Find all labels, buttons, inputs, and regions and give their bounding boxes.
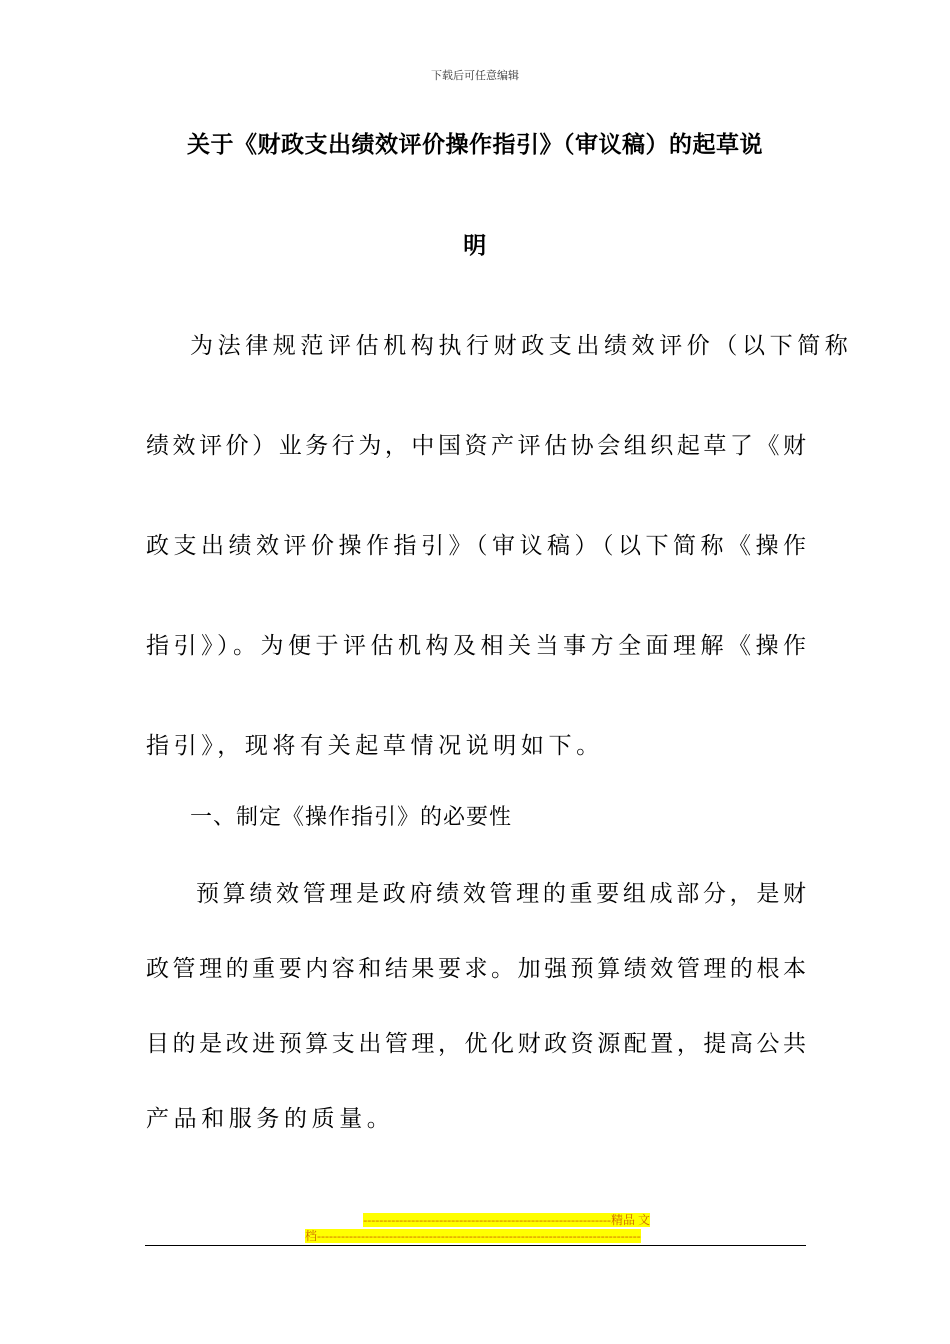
paragraph1-line4: 指引》）。为便于评估机构及相关当事方全面理解《操作 xyxy=(146,633,806,659)
footer-line1 xyxy=(305,1212,650,1228)
paragraph1-line2: 绩效评价）业务行为，中国资产评估协会组织起草了《财 xyxy=(146,433,806,459)
document-title-line1: 关于《财政支出绩效评价操作指引》（审议稿）的起草说 xyxy=(187,132,763,158)
footer-line2-dashes: --------------------------------------------------------------------------------- xyxy=(317,1229,641,1243)
footer-line2 xyxy=(305,1228,650,1244)
header-note: 下载后可任意编辑 xyxy=(431,69,519,82)
footer-line1-text: 精品 文 xyxy=(610,1213,650,1227)
paragraph2-line2: 政管理的重要内容和结果要求。加强预算绩效管理的根本 xyxy=(146,956,806,982)
footer-line1-dashes: -------------------------------------------------------------- xyxy=(363,1213,611,1227)
bottom-rule xyxy=(145,1245,806,1246)
footer-watermark xyxy=(305,1212,650,1244)
paragraph1-line5: 指引》，现将有关起草情况说明如下。 xyxy=(146,733,604,759)
paragraph2-line1: 预算绩效管理是政府绩效管理的重要组成部分，是财 xyxy=(196,881,806,907)
document-title-line2: 明 xyxy=(463,233,487,259)
paragraph1-line3: 政支出绩效评价操作指引》（审议稿）（以下简称《操作 xyxy=(146,533,806,559)
footer-line2-text: 档 xyxy=(305,1229,318,1243)
section-heading-1: 一、制定《操作指引》的必要性 xyxy=(190,805,513,830)
paragraph2-line3: 目的是改进预算支出管理，优化财政资源配置，提高公共 xyxy=(146,1031,806,1057)
paragraph2-line4: 产品和服务的质量。 xyxy=(146,1106,395,1132)
paragraph1-line1: 为法律规范评估机构执行财政支出绩效评价（以下简称 xyxy=(190,333,853,359)
